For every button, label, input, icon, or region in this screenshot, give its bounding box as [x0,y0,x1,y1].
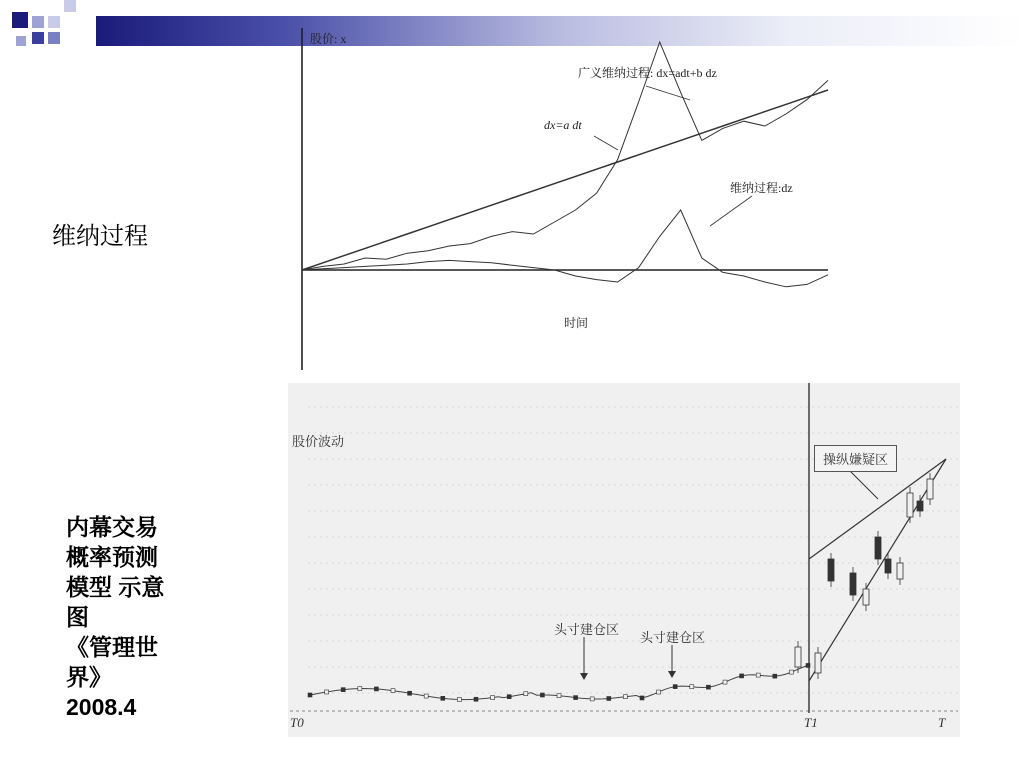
candle [740,674,744,678]
generalized-wiener-line [302,42,828,270]
candle [474,697,478,701]
candle-large [927,479,933,499]
leader-wiener [710,196,752,226]
label-wiener-dz: 维纳过程:dz [730,181,793,195]
candle [607,697,611,701]
candle [806,663,810,667]
candle [557,694,561,698]
insider-chart-svg [288,383,960,737]
candle [507,695,511,699]
candle [756,673,760,677]
label-wiener-process: 维纳过程 [52,223,148,250]
candle [457,698,461,702]
build-arrowhead-1 [580,673,588,680]
candle [657,690,661,694]
candle [524,692,528,696]
chart2-y-axis-label: 股价波动 [292,434,345,449]
chart1-x-axis-label: 时间 [564,316,589,330]
candle-large [907,493,913,517]
candle-large [917,501,923,511]
candle-large [897,563,903,579]
candle [574,696,578,700]
candle [706,685,710,689]
candle-large [863,589,869,605]
candle-large [815,653,821,673]
insider-line-3: 模型 示意 [66,574,165,600]
insider-line-5: 《管理世 [66,634,158,660]
candle [325,690,329,694]
candle [358,687,362,691]
insider-line-2: 概率预测 [66,544,158,570]
wiener-process-chart [296,24,836,374]
candle [308,693,312,697]
candle [424,694,428,698]
candle [540,693,544,697]
candle [341,688,345,692]
leader-drift [594,136,618,150]
candle [673,685,677,689]
insider-trading-chart [288,383,960,737]
insider-line-6: 界》 [66,664,112,690]
slide-logo-squares [0,0,96,64]
insider-line-4: 图 [66,604,89,630]
tick-t0: T0 [290,715,304,730]
chart1-y-axis-label: 股价: x [310,32,347,46]
candle [441,696,445,700]
candle-large [850,573,856,595]
manipulation-suspect-box: 操纵嫌疑区 [814,445,897,472]
candle-large [875,537,881,559]
tick-t1: T1 [804,715,818,730]
wiener-line [302,210,828,287]
candle-large [885,559,891,573]
candle-large [828,559,834,581]
position-build-label-1: 头寸建仓区 [554,622,620,637]
candle [590,697,594,701]
candle [491,696,495,700]
leader-generalized [646,86,690,100]
insider-line-1: 内幕交易 [66,514,158,540]
label-generalized-wiener: 广义维纳过程: dx=adt+b dz [578,66,717,80]
candle [391,689,395,693]
label-insider-trading-model [66,512,186,722]
candle [374,687,378,691]
candle [623,695,627,699]
candle [408,691,412,695]
candle [640,696,644,700]
candle [789,670,793,674]
candle [690,685,694,689]
build-arrowhead-2 [668,671,676,678]
candle-large [795,647,801,667]
position-build-label-2: 头寸建仓区 [640,630,706,645]
candle [773,674,777,678]
candle [723,680,727,684]
insider-line-7: 2008.4 [66,694,137,720]
label-drift-line: dx=a dt [544,118,582,132]
tick-t: T [938,715,946,730]
